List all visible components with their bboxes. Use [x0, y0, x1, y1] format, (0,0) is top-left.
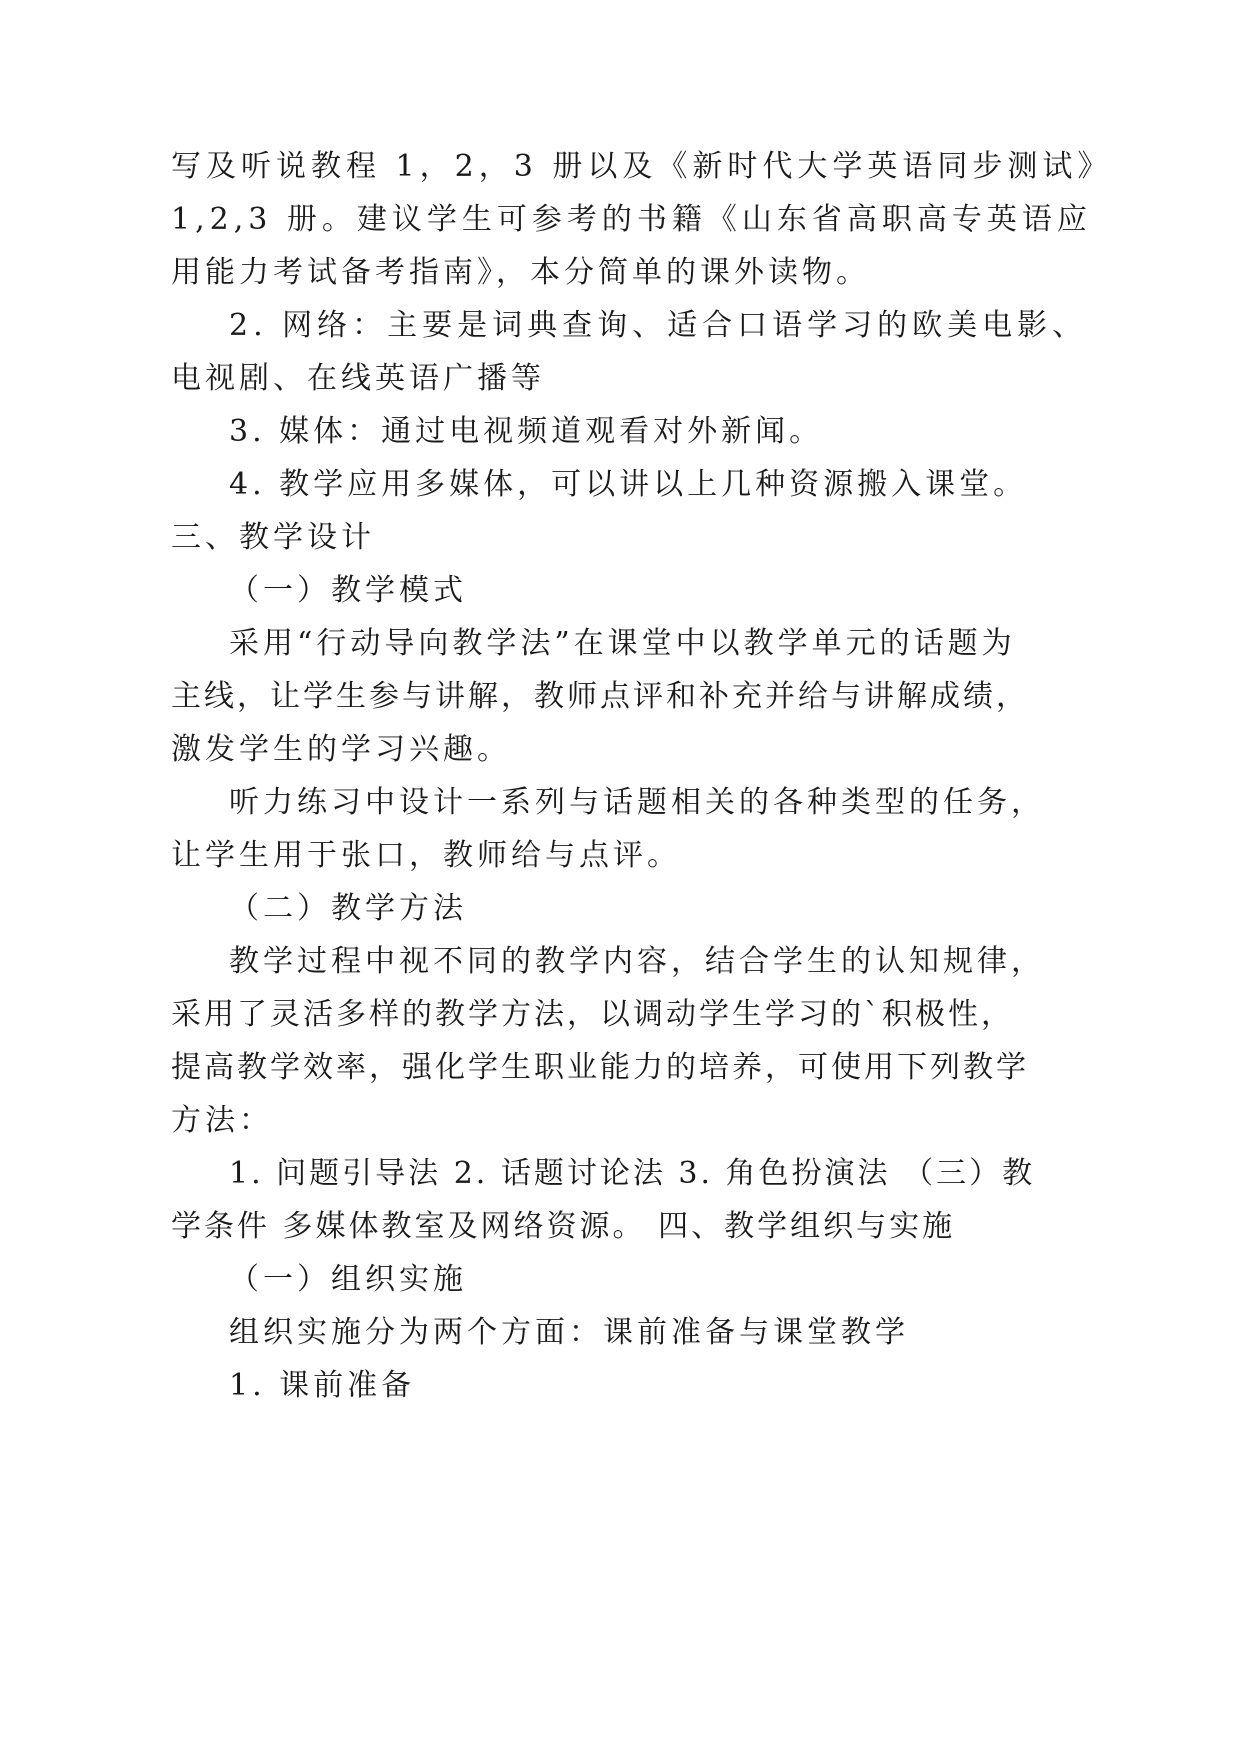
subsection-heading: （二）教学方法: [229, 891, 467, 926]
text-line: 1. 问题引导法 2. 话题讨论法 3. 角色扮演法 （三）教: [229, 1156, 1036, 1191]
text-line: 写及听说教程 1，2，3 册以及《新时代大学英语同步测试》: [171, 149, 1113, 184]
text-line: 1. 课前准备: [229, 1368, 416, 1403]
text-line: 主线，让学生参与讲解，教师点评和补充并给与讲解成绩，: [171, 679, 1029, 714]
subsection-heading: （一）组织实施: [229, 1262, 467, 1297]
text-line: 教学过程中视不同的教学内容，结合学生的认知规律，: [229, 944, 1045, 979]
text-line: 电视剧、在线英语广播等: [171, 361, 545, 396]
text-line: 学条件 多媒体教室及网络资源。 四、教学组织与实施: [171, 1209, 956, 1244]
text-line: 听力练习中设计一系列与话题相关的各种类型的任务，: [229, 785, 1045, 820]
text-line: 让学生用于张口，教师给与点评。: [171, 838, 681, 873]
text-line: 组织实施分为两个方面：课前准备与课堂教学: [229, 1315, 909, 1350]
text-line: 3. 媒体：通过电视频道观看对外新闻。: [229, 414, 824, 449]
text-line: 用能力考试备考指南》，本分简单的课外读物。: [171, 255, 870, 290]
text-line: 激发学生的学习兴趣。: [171, 732, 511, 767]
text-line: 采用了灵活多样的教学方法，以调动学生学习的`积极性，: [171, 997, 1014, 1032]
section-heading: 三、教学设计: [171, 520, 375, 555]
text-line: 4. 教学应用多媒体，可以讲以上几种资源搬入课堂。: [229, 467, 1028, 502]
text-line: 提高教学效率，强化学生职业能力的培养，可使用下列教学: [171, 1050, 1029, 1085]
text-line: 采用“行动导向教学法”在课堂中以教学单元的话题为: [229, 626, 1016, 661]
subsection-heading: （一）教学模式: [229, 573, 467, 608]
text-line: 1,2,3 册。建议学生可参考的书籍《山东省高职高专英语应: [171, 202, 1092, 237]
text-line: 2. 网络：主要是词典查询、适合口语学习的欧美电影、: [229, 308, 1088, 343]
text-line: 方法：: [171, 1103, 273, 1138]
